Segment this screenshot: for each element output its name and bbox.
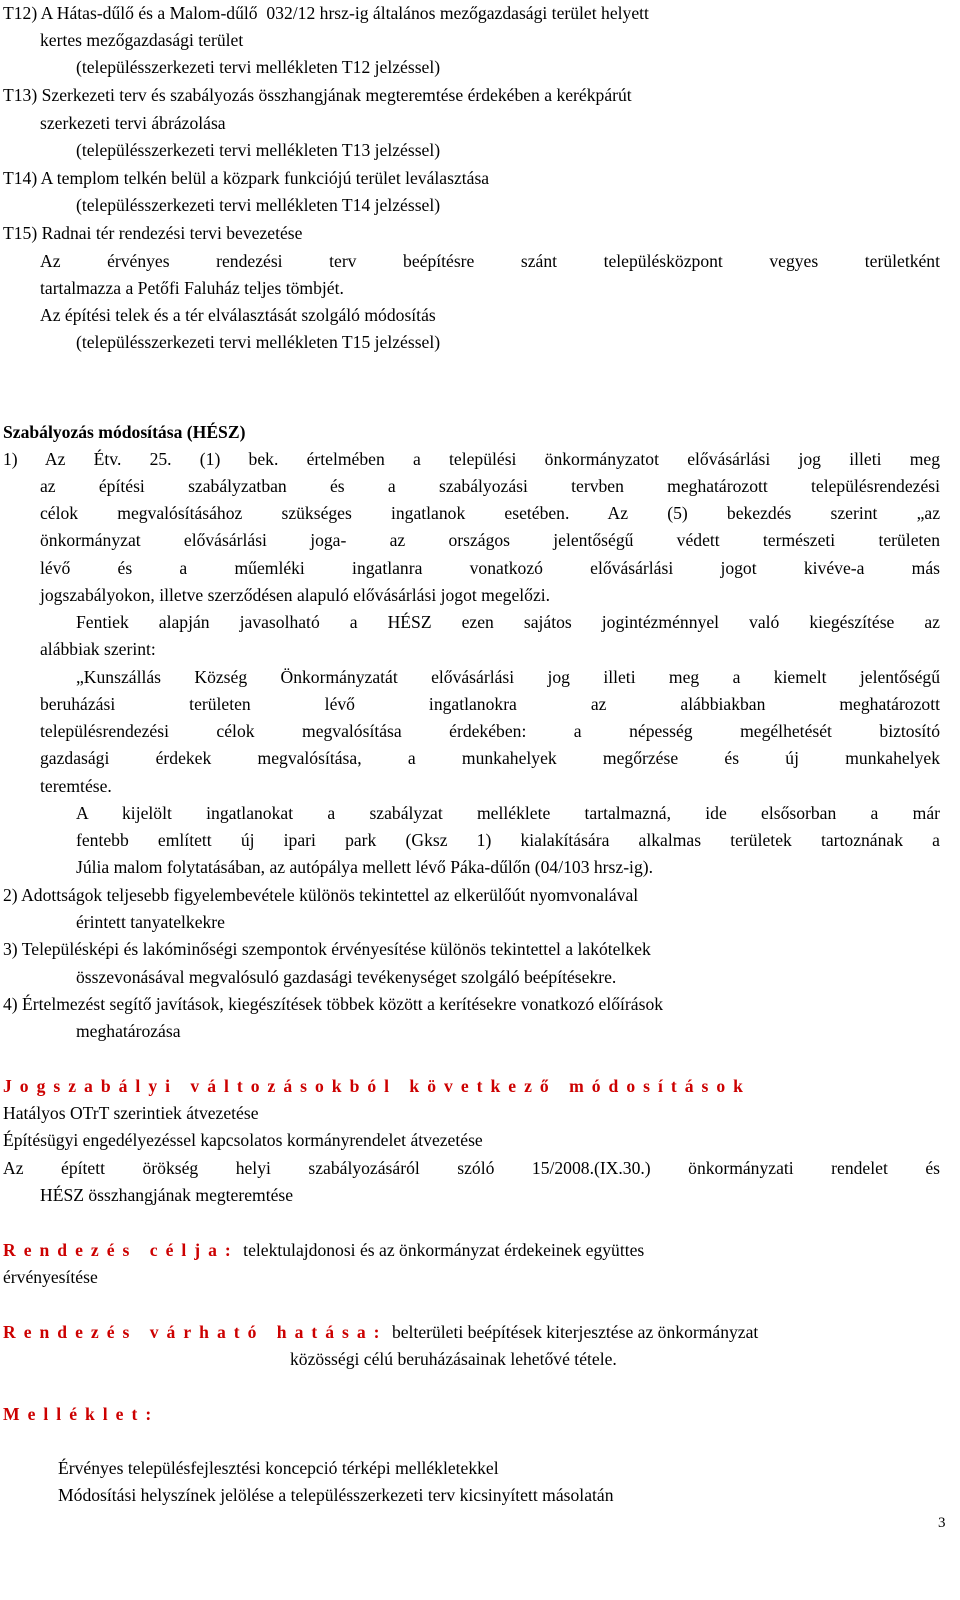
t12-line2: kertes mezőgazdasági terület	[40, 30, 244, 50]
t14-line2: (településszerkezeti tervi mellékleten T14 jelzéssel)	[76, 195, 441, 215]
hesz-item1-line: beruházási területen lévő ingatlanokra az alábbiakban meghatározott	[40, 694, 940, 714]
jogszabaly-line1: Hatályos OTrT szerintiek átvezetése	[3, 1103, 259, 1123]
melleklet-line1: Érvényes településfejlesztési koncepció térképi mellékletekkel	[58, 1458, 499, 1478]
hesz-item1-line: 1) Az Étv. 25. (1) bek. értelmében a települési önkormányzatot elővásárlási jog illeti meg	[3, 449, 940, 469]
hesz-item1-line: fentebb említett új ipari park (Gksz 1) kialakítására alkalmas területek tartoznának a	[76, 830, 940, 850]
rendezes-hatasa-text: belterületi beépítések kiterjesztése az önkormányzat	[387, 1322, 759, 1342]
hesz-item1-line: lévő és a műemléki ingatlanra vonatkozó elővásárlási jogot kivéve-a más	[40, 558, 940, 578]
t12-line1: T12) A Hátas-dűlő és a Malom-dűlő 032/12 hrsz-ig általános mezőgazdasági terület helyett	[3, 3, 649, 23]
hesz-item1-line: A kijelölt ingatlanokat a szabályzat melléklete tartalmazná, ide elsősorban a már	[76, 803, 940, 823]
melleklet-line2: Módosítási helyszínek jelölése a településszerkezeti terv kicsinyített másolatán	[58, 1485, 614, 1505]
rendezes-hatasa-line	[3, 1320, 758, 1345]
t14-line1: T14) A templom telkén belül a közpark funkciójú terület leválasztása	[3, 168, 490, 188]
jogszabaly-heading: Jogszabályi változásokból következő módosítások	[3, 1076, 751, 1096]
t15-line3: tartalmazza a Petőfi Faluház teljes tömbjét.	[40, 278, 344, 298]
hesz-item4-line: 4) Értelmezést segítő javítások, kiegészítések többek között a kerítésekre vonatkozó előírások	[3, 994, 664, 1014]
melleklet-heading: Melléklet:	[3, 1404, 160, 1424]
rendezes-celja-label: Rendezés célja:	[3, 1240, 239, 1260]
hesz-item3-line: összevonásával megvalósuló gazdasági tevékenységet szolgáló beépítésekre.	[76, 967, 617, 987]
jogszabaly-line2: Építésügyi engedélyezéssel kapcsolatos kormányrendelet átvezetése	[3, 1130, 483, 1150]
t15-line4: Az építési telek és a tér elválasztását szolgáló módosítás	[40, 305, 436, 325]
hesz-item1-line: gazdasági érdekek megvalósítása, a munkahelyek megőrzése és új munkahelyek	[40, 748, 940, 768]
hesz-item1-line: teremtése.	[40, 776, 112, 796]
hesz-item1-line: önkormányzat elővásárlási joga- az országos jelentőségű védett természeti területen	[40, 530, 940, 550]
rendezes-celja-line	[3, 1238, 644, 1263]
hesz-item2-line: 2) Adottságok teljesebb figyelembevétele különös tekintettel az elkerülőút nyomvonalával	[3, 885, 639, 905]
t15-line1: T15) Radnai tér rendezési tervi bevezetése	[3, 223, 303, 243]
hesz-item4-line: meghatározása	[76, 1021, 181, 1041]
hesz-heading: Szabályozás módosítása (HÉSZ)	[3, 422, 246, 442]
hesz-item1-line: alábbiak szerint:	[40, 639, 156, 659]
rendezes-celja-text2: érvényesítése	[3, 1267, 98, 1287]
rendezes-hatasa-text2: közösségi célú beruházásainak lehetővé tétele.	[290, 1349, 617, 1369]
jogszabaly-line3: Az épített örökség helyi szabályozásáról szóló 15/2008.(IX.30.) önkormányzati rendelet és	[3, 1158, 940, 1178]
t15-line2: Az érvényes rendezési terv beépítésre szánt településközpont vegyes területként	[40, 251, 940, 271]
hesz-item1-line: Fentiek alapján javasolható a HÉSZ ezen sajátos jogintézménnyel való kiegészítése az	[76, 612, 940, 632]
hesz-item1-line: célok megvalósításához szükséges ingatlanok esetében. Az (5) bekezdés szerint „az	[40, 503, 940, 523]
hesz-item1-line: Júlia malom folytatásában, az autópálya mellett lévő Páka-dűlőn (04/103 hrsz-ig).	[76, 857, 654, 877]
hesz-item3-line: 3) Településképi és lakóminőségi szempontok érvényesítése különös tekintettel a lakótelkek	[3, 939, 651, 959]
t12-line3: (településszerkezeti tervi mellékleten T12 jelzéssel)	[76, 57, 441, 77]
hesz-item1-line: településrendezési célok megvalósítása érdekében: a népesség megélhetését biztosító	[40, 721, 940, 741]
hesz-item2-line: érintett tanyatelkekre	[76, 912, 225, 932]
t13-line2: szerkezeti tervi ábrázolása	[40, 113, 226, 133]
t13-line1: T13) Szerkezeti terv és szabályozás összhangjának megteremtése érdekében a kerékpárút	[3, 85, 632, 105]
t13-line3: (településszerkezeti tervi mellékleten T13 jelzéssel)	[76, 140, 441, 160]
rendezes-celja-text: telektulajdonosi és az önkormányzat érdekeinek együttes	[238, 1240, 645, 1260]
jogszabaly-line4: HÉSZ összhangjának megteremtése	[40, 1185, 294, 1205]
hesz-item1-line: „Kunszállás Község Önkormányzatát elővásárlási jog illeti meg a kiemelt jelentőségű	[76, 667, 940, 687]
t15-line5: (településszerkezeti tervi mellékleten T15 jelzéssel)	[76, 332, 441, 352]
hesz-item1-line: jogszabályokon, illetve szerződésen alapuló elővásárlási jogot megelőzi.	[40, 585, 551, 605]
rendezes-hatasa-label: Rendezés várható hatása:	[3, 1322, 388, 1342]
hesz-item1-line: az építési szabályzatban és a szabályozási tervben meghatározott településrendezési	[40, 476, 940, 496]
page-number: 3	[938, 1515, 946, 1531]
